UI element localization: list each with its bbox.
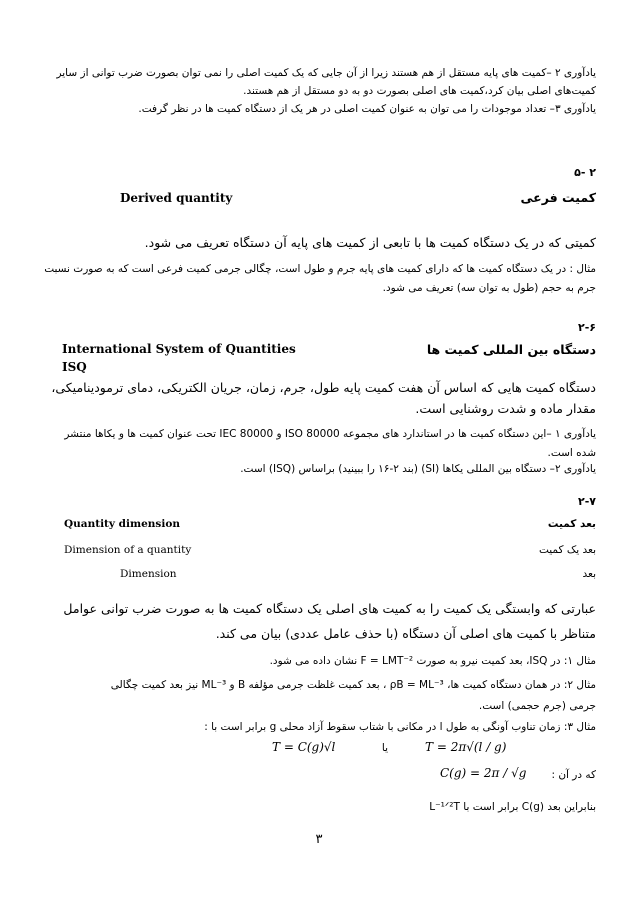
alt-term-2-en: Dimension [120,568,177,580]
example-2-7-3-line1: مثال ۳: زمان تناوب آونگی به طول l در مکانی با شتاب سقوط آزاد محلی g برابر است با : [204,721,596,733]
alt-term-2-fa: بعد [582,568,596,580]
definition-2-7-line2: متناظر با کمیت های اصلی آن دستگاه (با حذف عامل عددی) بیان می کند. [215,626,596,641]
example-2-5-line2: جرم به حجم (طول به توان سه) تعریف می شود. [382,282,596,294]
section-abbr-2-6: ISQ [62,360,87,374]
reminder-2-line1: یادآوری ۲ –کمیت های پایه مستقل از هم هستند زیرا از آن جایی که یک کمیت اصلی را نمی توان بصورت ضرب توانی از سایر [56,67,596,79]
example-2-7-3-final: بنابراین بعد C(g) برابر است با L⁻¹ᐟ²T [429,801,596,813]
reminder-2-6-1-line2: شده است. [547,447,596,459]
example-2-5-line1: مثال : در یک دستگاه کمیت ها که دارای کمیت های پایه جرم و طول است، چگالی جرمی کمیت فرعی است که به صورت نسبت [44,263,596,275]
section-title-fa-2-7: بعد کمیت [547,518,596,530]
reminder-3-line: یادآوری ۳– تعداد موجودات را می توان به عنوان کمیت اصلی در هر یک از دستگاه کمیت ها در نظر گرفت. [138,103,596,115]
reminder-2-6-2: یادآوری ۲– دستگاه بین المللی یکاها (SI) (بند ۲-۱۶ را ببینید) براساس (ISQ) است. [240,463,596,475]
section-number-2-7: ۲-۷ [578,495,596,508]
section-title-en-2-6: International System of Quantities [62,342,296,356]
section-number-2-5: ۲ -۵ [574,166,596,179]
alt-term-1-en: Dimension of a quantity [64,544,192,556]
equation-or-word: یا [381,742,388,754]
section-title-en-2-7: Quantity dimension [64,518,180,530]
reminder-2-line2: کمیت‌های اصلی بیان کرد،کمیت های اصلی بصورت دو به دو مستقل از هم هستند. [243,85,596,97]
section-title-fa-2-5: کمیت فرعی [520,190,596,205]
example-2-7-3-where: که در آن : [551,769,596,781]
section-title-en-2-5: Derived quantity [120,191,233,205]
equation-period-pendulum: T = 2π√(l / g) [425,740,507,754]
equation-cg: C(g) = 2π / √g [440,766,527,780]
definition-2-5: کمیتی که در یک دستگاه کمیت ها با تابعی از کمیت های پایه آن دستگاه تعریف می شود. [144,235,596,250]
alt-term-1-fa: بعد یک کمیت [538,544,596,556]
example-2-7-2-line2: جرمی (جرم حجمی) است. [478,700,596,712]
reminder-2-6-1-line1: یادآوری ۱ –این دستگاه کمیت ها در استاندارد های مجموعه ISO 80000 و IEC 80000 تحت عنوان کمیت ها و یکاها منتشر [64,428,596,440]
definition-2-6-line2: مقدار ماده و شدت روشنایی است. [415,401,596,416]
definition-2-6-line1: دستگاه کمیت هایی که اساس آن هفت کمیت پایه طول، جرم، زمان، جریان الکتریکی، دمای ترمودینامیکی، [51,380,596,395]
example-2-7-1: مثال ۱: در ISQ، بعد کمیت نیرو به صورت F = LMT⁻² نشان داده می شود. [269,655,596,667]
page-number: ۳ [315,832,323,847]
equation-period-cg: T = C(g)√l [272,740,336,754]
section-number-2-6: ۲-۶ [578,321,596,334]
example-2-7-2-line1: مثال ۲: در همان دستگاه کمیت ها، ρB = ML⁻³ ، بعد کمیت غلظت جرمی مؤلفه B و ML⁻³ نیز بعد کمیت چگالی [110,679,596,691]
section-title-fa-2-6: دستگاه بین المللی کمیت ها [426,342,596,357]
definition-2-7-line1: عبارتی که وابستگی یک کمیت را به کمیت های اصلی یک دستگاه کمیت ها به صورت ضرب توانی عوامل [63,601,596,616]
